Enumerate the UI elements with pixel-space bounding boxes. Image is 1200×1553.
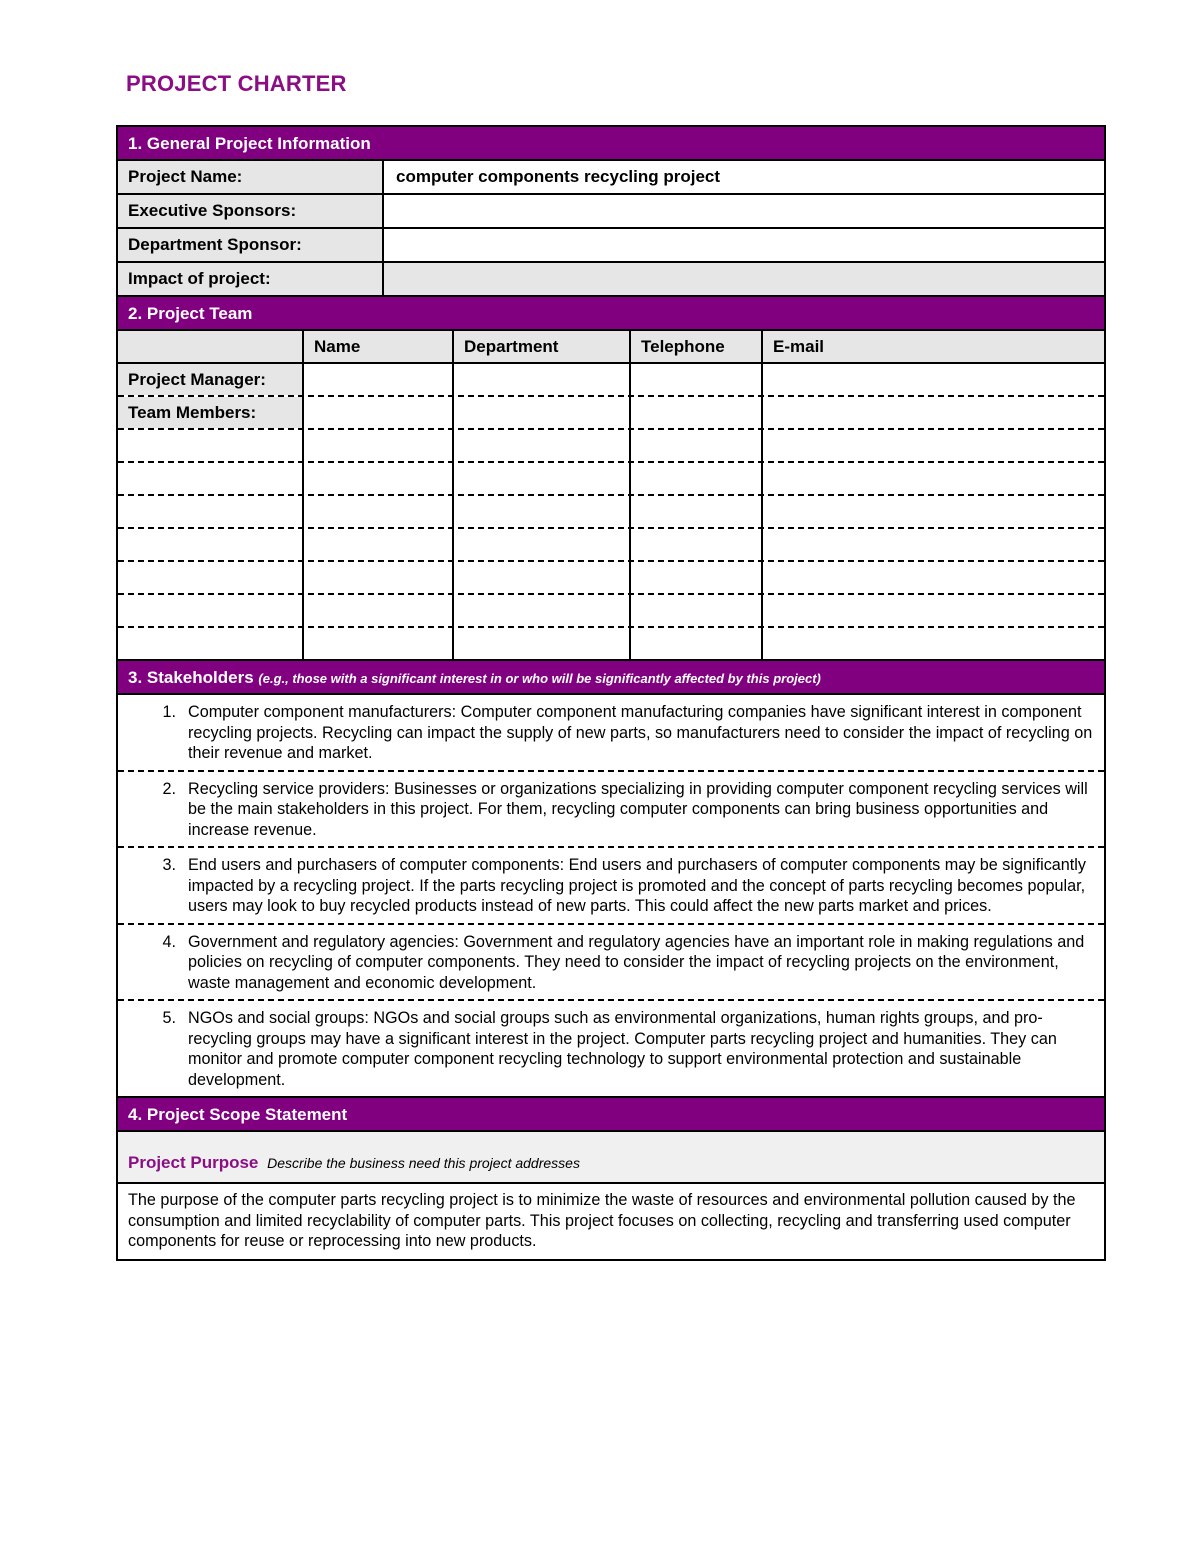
- team-header-department: Department: [454, 331, 631, 362]
- project-name-field[interactable]: computer components recycling project: [384, 161, 1104, 193]
- stakeholder-text[interactable]: NGOs and social groups: NGOs and social groups such as environmental organizations, human rights groups, and pro-recycling groups may have a significant interest in the project. Computer parts recycling project and humanities. They can monitor and promote computer component recycling technology to support environmental protection and sustainable development.: [188, 1009, 1057, 1089]
- team-email-field[interactable]: [763, 595, 1104, 626]
- team-telephone-field[interactable]: [631, 628, 763, 659]
- team-department-field[interactable]: [454, 430, 631, 461]
- section-general-info-header: 1. General Project Information: [118, 127, 1104, 161]
- team-telephone-field[interactable]: [631, 463, 763, 494]
- team-column-headers: [118, 331, 1104, 364]
- table-row: [118, 463, 1104, 496]
- table-row: [118, 595, 1104, 628]
- team-role-field[interactable]: [118, 595, 304, 626]
- page-title: PROJECT CHARTER: [126, 71, 347, 96]
- team-name-field[interactable]: [304, 430, 454, 461]
- info-row-project-name: [118, 161, 1104, 195]
- project-purpose-hint: Describe the business need this project addresses: [267, 1155, 580, 1171]
- table-row: [118, 364, 1104, 397]
- team-name-field[interactable]: [304, 496, 454, 527]
- team-telephone-field[interactable]: [631, 595, 763, 626]
- team-department-field[interactable]: [454, 397, 631, 428]
- team-role-field[interactable]: [118, 463, 304, 494]
- team-email-field[interactable]: [763, 562, 1104, 593]
- table-row: [118, 397, 1104, 430]
- stakeholder-number: 1.: [162, 703, 176, 721]
- team-department-field[interactable]: [454, 496, 631, 527]
- team-email-field[interactable]: [763, 397, 1104, 428]
- team-department-field[interactable]: [454, 628, 631, 659]
- table-row: [118, 529, 1104, 562]
- department-sponsor-field[interactable]: [384, 229, 1104, 261]
- charter-table: [116, 125, 1106, 1261]
- team-header-telephone: Telephone: [631, 331, 763, 362]
- team-name-field[interactable]: [304, 364, 454, 395]
- team-email-field[interactable]: [763, 529, 1104, 560]
- team-role-field[interactable]: [118, 430, 304, 461]
- team-role: Team Members:: [118, 397, 304, 428]
- team-role-field[interactable]: [118, 496, 304, 527]
- info-row-executive-sponsors: [118, 195, 1104, 229]
- team-department-field[interactable]: [454, 364, 631, 395]
- executive-sponsors-field[interactable]: [384, 195, 1104, 227]
- stakeholder-text[interactable]: Government and regulatory agencies: Government and regulatory agencies have an important role in making regulations and policies on recycling of computer components. They need to consider the impact of recycling projects on the environment, waste management and economic development.: [188, 932, 1085, 992]
- stakeholder-text[interactable]: Recycling service providers: Businesses or organizations specializing in providing computer component recycling services will be the main stakeholders in this project. For them, recycling computer components can bring business opportunities and increase revenue.: [188, 779, 1088, 839]
- project-purpose-title: Project Purpose: [128, 1153, 259, 1172]
- info-label: Department Sponsor:: [118, 229, 384, 261]
- list-item: [118, 925, 1104, 1002]
- team-department-field[interactable]: [454, 562, 631, 593]
- list-item: [118, 695, 1104, 772]
- team-telephone-field[interactable]: [631, 397, 763, 428]
- section-project-team-header: 2. Project Team: [118, 297, 1104, 331]
- list-item: [118, 772, 1104, 849]
- team-role: Project Manager:: [118, 364, 304, 395]
- info-label: Project Name:: [118, 161, 384, 193]
- stakeholders-title: 3. Stakeholders: [128, 668, 254, 687]
- team-header-role: [118, 331, 304, 362]
- team-email-field[interactable]: [763, 463, 1104, 494]
- info-row-department-sponsor: [118, 229, 1104, 263]
- team-name-field[interactable]: [304, 529, 454, 560]
- team-name-field[interactable]: [304, 628, 454, 659]
- team-name-field[interactable]: [304, 397, 454, 428]
- team-name-field[interactable]: [304, 463, 454, 494]
- team-name-field[interactable]: [304, 595, 454, 626]
- section-stakeholders-header: [118, 661, 1104, 695]
- team-header-name: Name: [304, 331, 454, 362]
- team-role-field[interactable]: [118, 562, 304, 593]
- project-purpose-text[interactable]: The purpose of the computer parts recycling project is to minimize the waste of resources and environmental pollution caused by the consumption and limited recyclability of computer parts. This project focuses on collecting, recycling and transferring used computer components for reuse or reprocessing into new products.: [128, 1191, 1076, 1250]
- team-name-field[interactable]: [304, 562, 454, 593]
- team-telephone-field[interactable]: [631, 430, 763, 461]
- impact-field[interactable]: [384, 263, 1104, 295]
- team-role-field[interactable]: [118, 529, 304, 560]
- table-row: [118, 430, 1104, 463]
- team-department-field[interactable]: [454, 595, 631, 626]
- stakeholder-number: 2.: [162, 779, 176, 798]
- team-telephone-field[interactable]: [631, 496, 763, 527]
- team-department-field[interactable]: [454, 463, 631, 494]
- team-email-field[interactable]: [763, 364, 1104, 395]
- info-row-impact: [118, 263, 1104, 297]
- table-row: [118, 628, 1104, 661]
- team-email-field[interactable]: [763, 430, 1104, 461]
- team-email-field[interactable]: [763, 628, 1104, 659]
- stakeholders-hint: (e.g., those with a significant interest in or who will be significantly affected by this project): [258, 671, 821, 686]
- team-department-field[interactable]: [454, 529, 631, 560]
- team-telephone-field[interactable]: [631, 529, 763, 560]
- info-label: Executive Sponsors:: [118, 195, 384, 227]
- table-row: [118, 562, 1104, 595]
- team-header-email: E-mail: [763, 331, 1104, 362]
- team-telephone-field[interactable]: [631, 562, 763, 593]
- stakeholder-text[interactable]: End users and purchasers of computer components: End users and purchasers of computer components may be significantly impacted by a recycling project. If the parts recycling project is promoted and the concept of parts recycling becomes popular, users may look to buy recycled products instead of new parts. This could affect the new parts market and prices.: [188, 856, 1086, 915]
- info-label: Impact of project:: [118, 263, 384, 295]
- section-scope-header: 4. Project Scope Statement: [118, 1098, 1104, 1132]
- stakeholder-text[interactable]: Computer component manufacturers: Computer component manufacturing companies have significant interest in component recycling projects. Recycling can impact the supply of new parts, so manufacturers need to consider the impact of recycling on their revenue and market.: [188, 703, 1093, 762]
- list-item: [118, 848, 1104, 925]
- stakeholder-number: 3.: [162, 856, 176, 874]
- stakeholder-number: 5.: [162, 1009, 176, 1027]
- team-telephone-field[interactable]: [631, 364, 763, 395]
- list-item: [118, 1001, 1104, 1098]
- stakeholder-number: 4.: [162, 932, 176, 951]
- table-row: [118, 496, 1104, 529]
- team-email-field[interactable]: [763, 496, 1104, 527]
- team-role-field[interactable]: [118, 628, 304, 659]
- project-purpose-heading: [118, 1132, 1104, 1184]
